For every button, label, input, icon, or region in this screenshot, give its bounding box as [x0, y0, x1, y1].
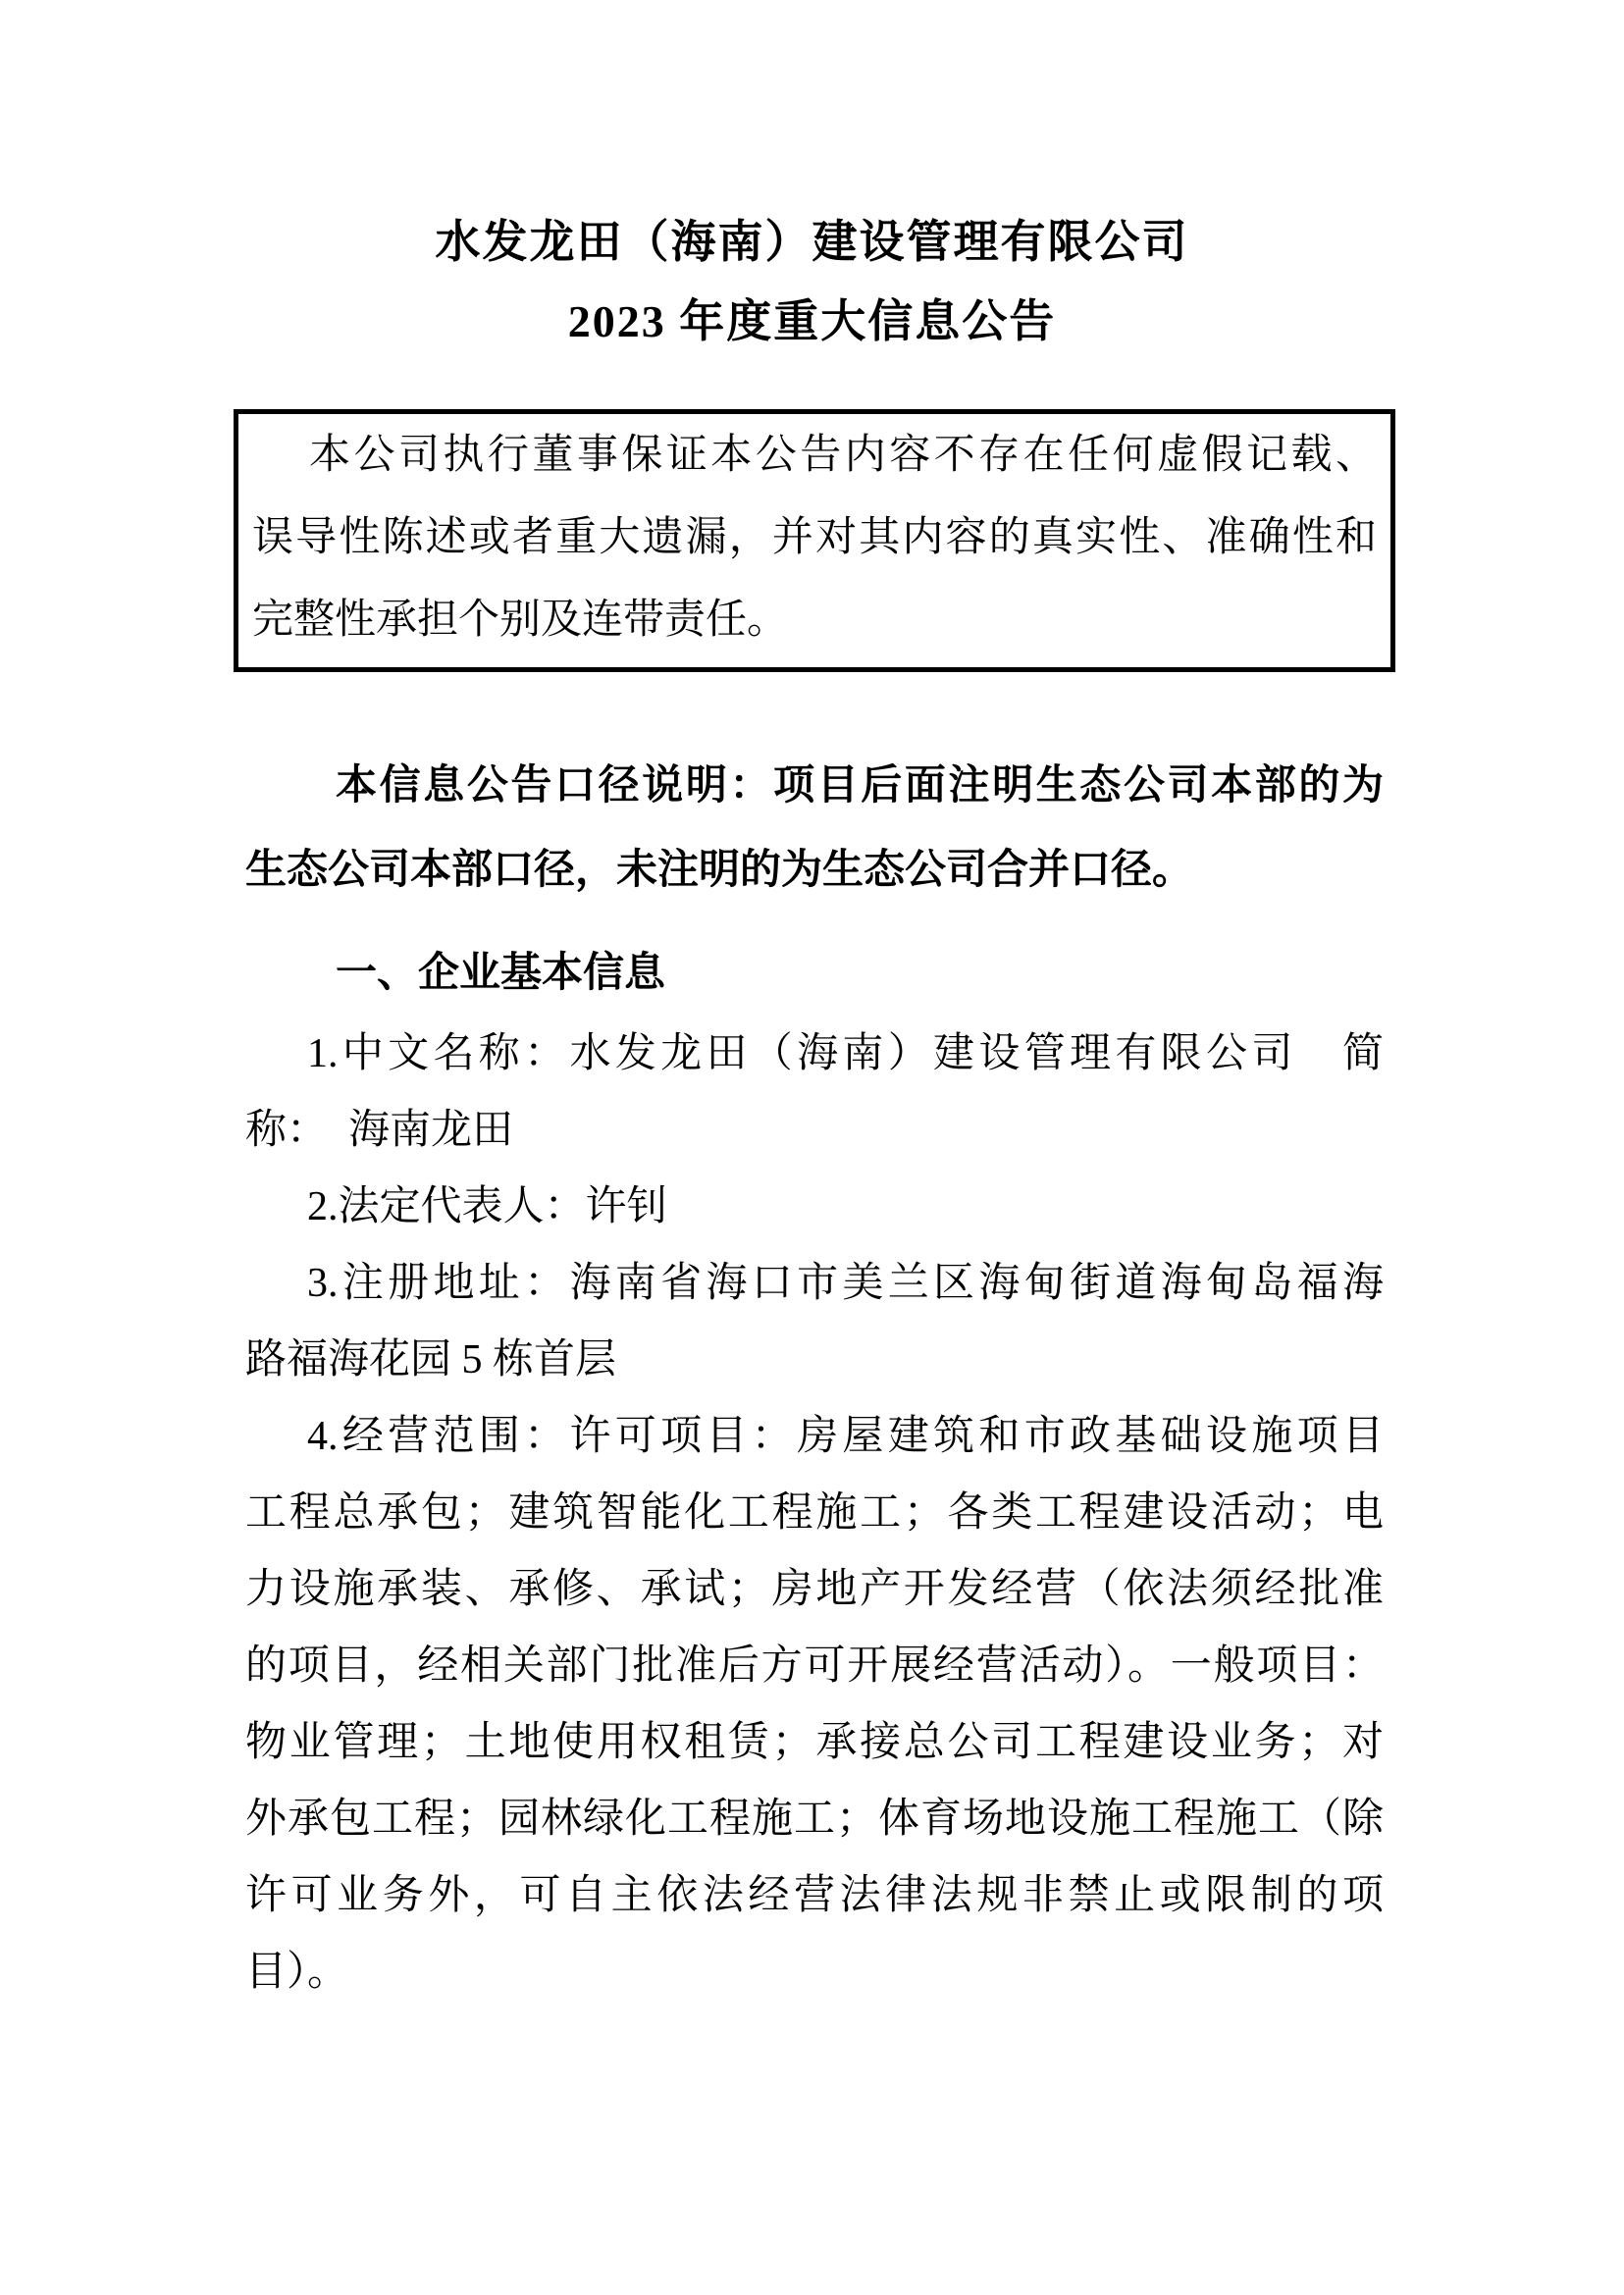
section-heading: 一、企业基本信息 [336, 951, 666, 996]
caliber-note-line: 生态公司本部口径，未注明的为生态公司合并口径。 [245, 848, 1194, 893]
document-title-line-2: 2023 年度重大信息公告 [567, 296, 1057, 346]
item-line: 外承包工程；园林绿化工程施工；体育场地设施工程施工（除 [245, 1797, 1384, 1842]
item-line: 2.法定代表人：许钊 [307, 1184, 668, 1229]
item-line: 3.注册地址：海南省海口市美兰区海甸街道海甸岛福海 [307, 1261, 1384, 1306]
list-item-business-scope [245, 1398, 1384, 2010]
disclaimer-line: 完整性承担个别及连带责任。 [252, 598, 789, 643]
disclaimer-line: 误导性陈述或者重大遗漏，并对其内容的真实性、准确性和 [252, 515, 1377, 560]
item-line: 的项目，经相关部门批准后方可开展经营活动）。一般项目： [245, 1643, 1384, 1689]
document-title-line-1: 水发龙田（海南）建设管理有限公司 [435, 217, 1189, 267]
list-item-registered-address [245, 1245, 1384, 1398]
item-line: 1.中文名称：水发龙田（海南）建设管理有限公司 简 [307, 1031, 1384, 1076]
list-item-company-name [245, 1016, 1384, 1169]
item-line: 物业管理；土地使用权租赁；承接总公司工程建设业务；对 [245, 1720, 1384, 1765]
caliber-note-line: 本信息公告口径说明：项目后面注明生态公司本部的为 [336, 763, 1384, 808]
disclaimer-box [234, 409, 1395, 672]
item-line: 许可业务外，可自主依法经营法律法规非禁止或限制的项 [245, 1873, 1384, 1918]
item-line: 称： 海南龙田 [245, 1108, 514, 1153]
item-line: 目）。 [245, 1950, 349, 1995]
item-line: 4.经营范围：许可项目：房屋建筑和市政基础设施项目 [307, 1414, 1384, 1459]
caliber-note-paragraph [245, 744, 1384, 913]
list-item-legal-representative [245, 1169, 1384, 1245]
disclaimer-line: 本公司执行董事保证本公告内容不存在任何虚假记载、 [309, 433, 1377, 478]
item-line: 工程总承包；建筑智能化工程施工；各类工程建设活动；电 [245, 1490, 1384, 1536]
item-line: 路福海花园 5 栋首层 [245, 1337, 617, 1382]
item-line: 力设施承装、承修、承试；房地产开发经营（依法须经批准 [245, 1567, 1384, 1612]
document-body [245, 409, 1384, 2010]
